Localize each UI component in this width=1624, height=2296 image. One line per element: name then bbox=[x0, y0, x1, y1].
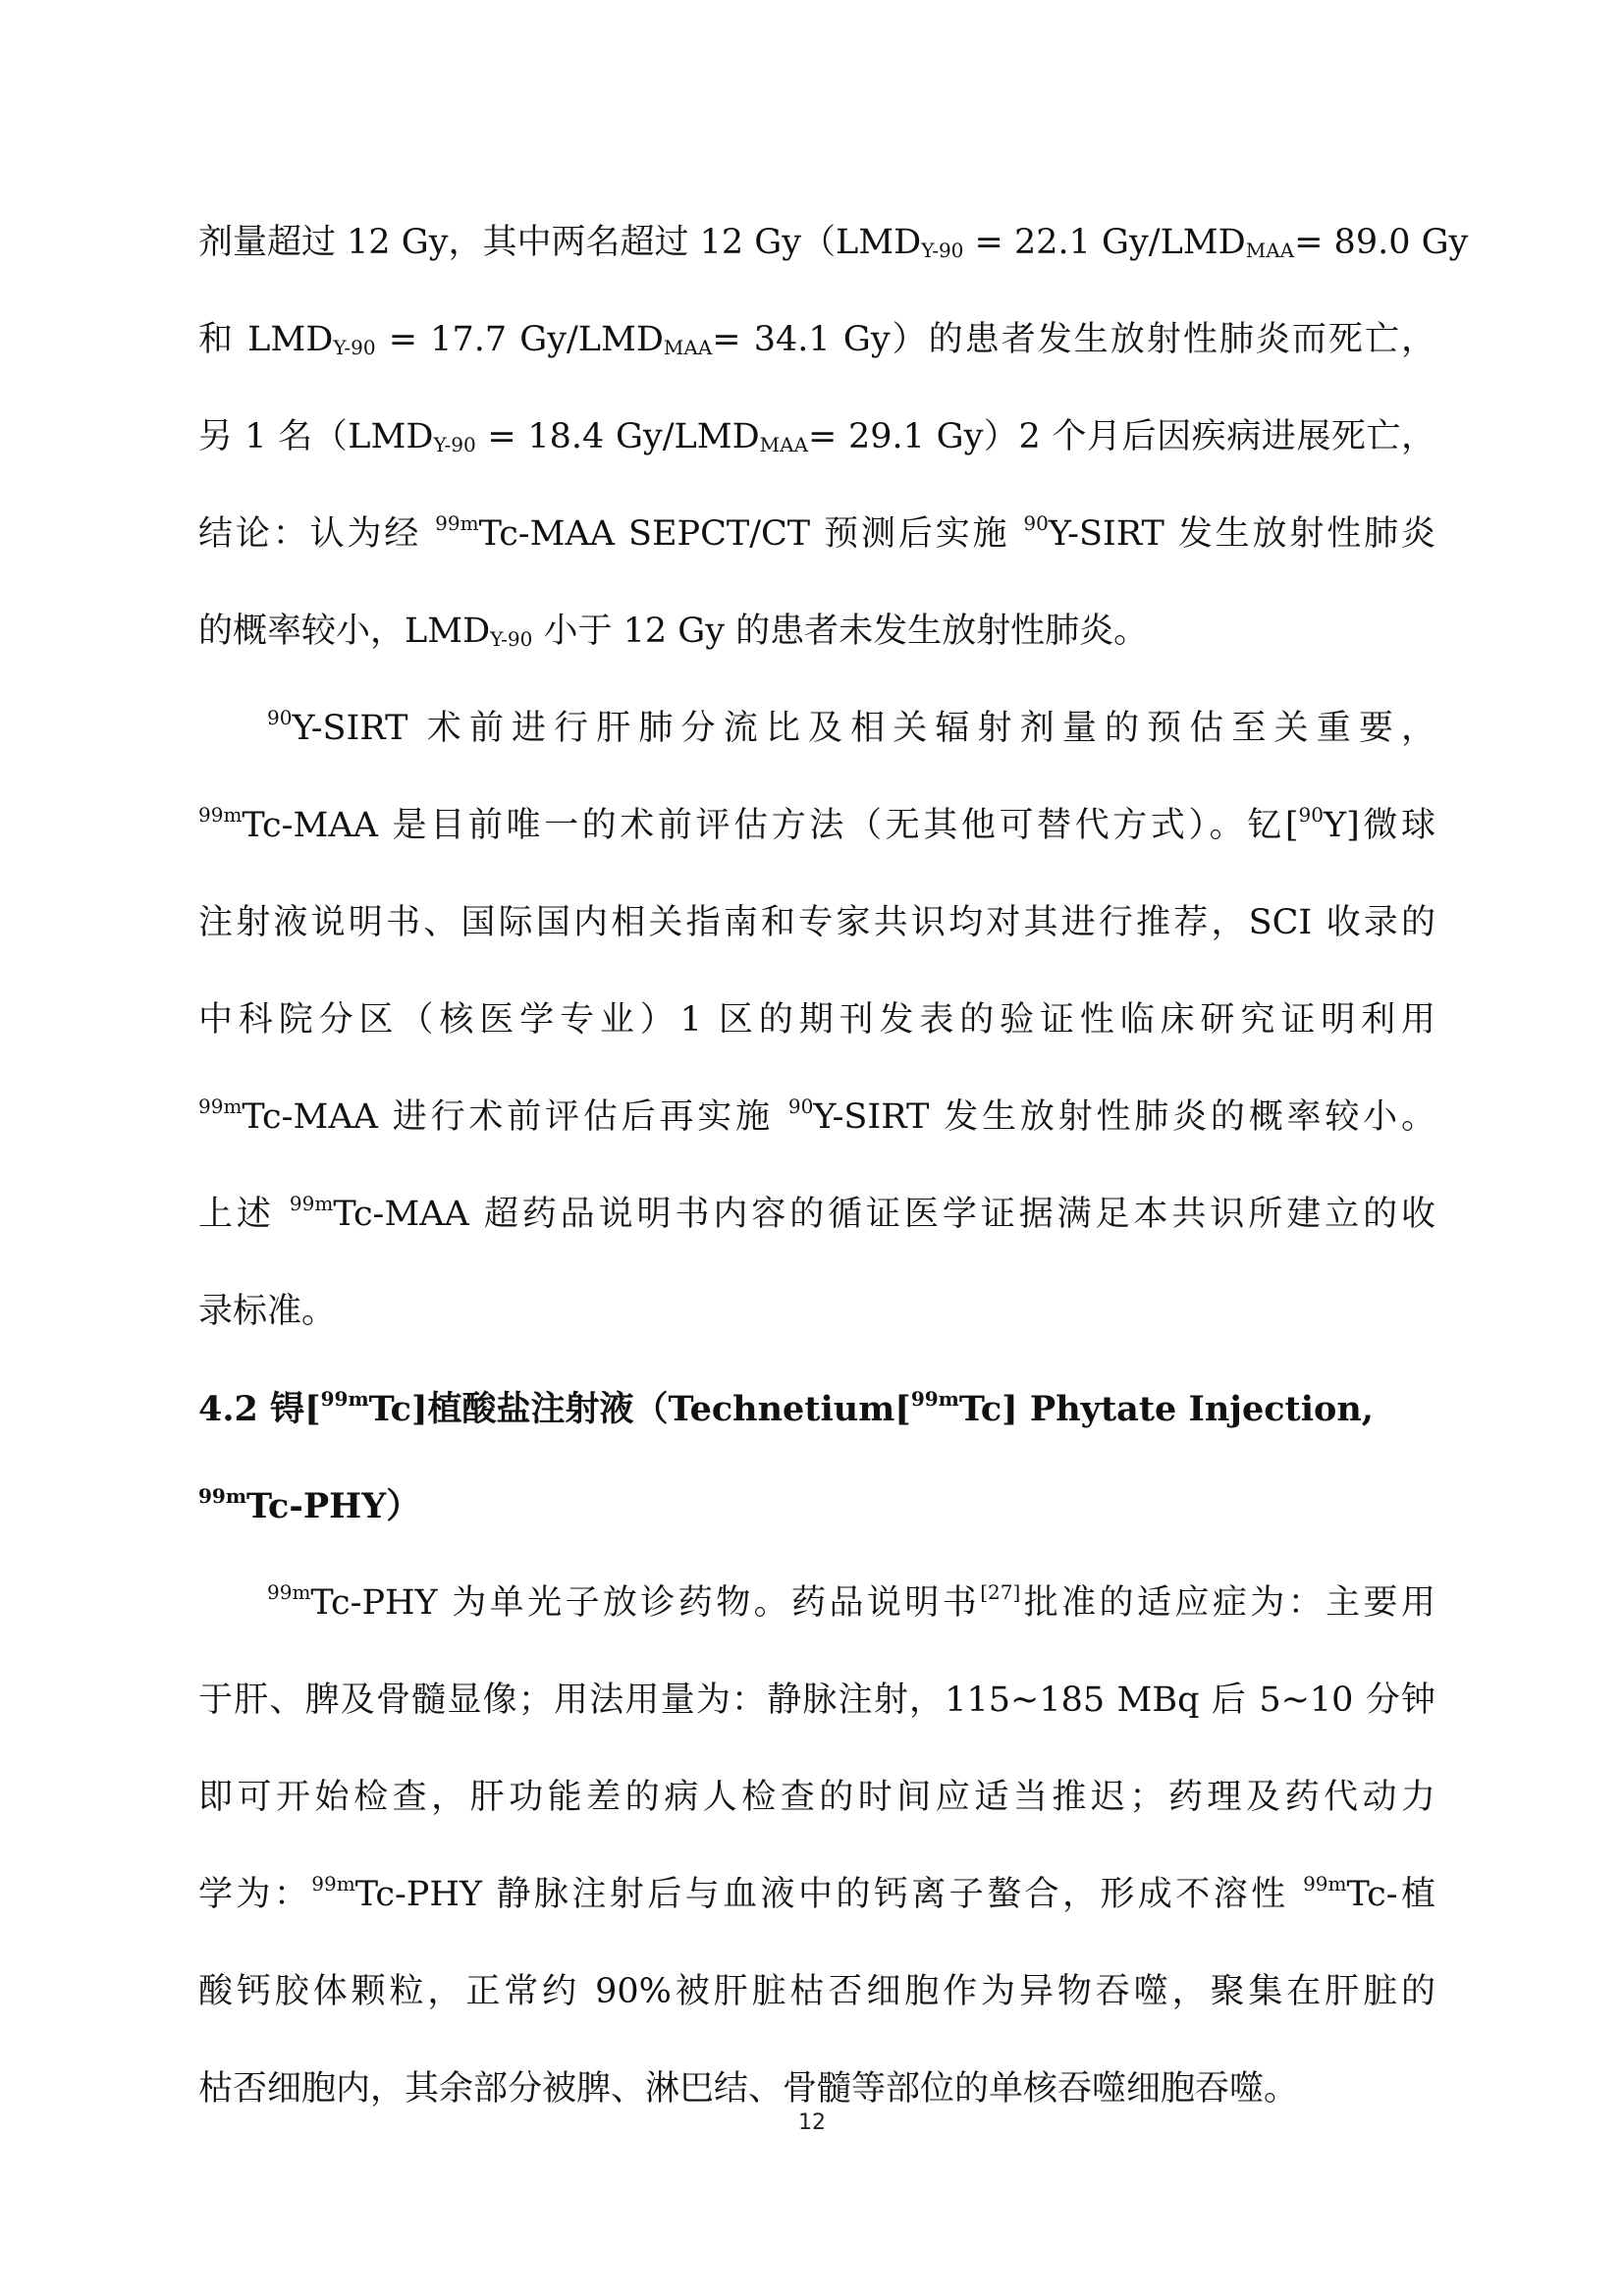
text-run: 录标准。 bbox=[198, 1292, 337, 1331]
superscript: 99m bbox=[910, 1387, 959, 1411]
text-line bbox=[198, 486, 1435, 583]
text-run: Tc-MAA 超药品说明书内容的循证医学证据满足本共识所建立的收 bbox=[333, 1195, 1435, 1234]
text-run: Tc-PHY） bbox=[246, 1486, 421, 1526]
text-run: 小于 12 Gy 的患者未发生放射性肺炎。 bbox=[532, 612, 1149, 651]
text-line bbox=[198, 1263, 1435, 1361]
text-line bbox=[198, 1749, 1435, 1846]
text-run: Tc]植酸盐注射液（Technetium[ bbox=[368, 1389, 911, 1429]
subscript: Y-90 bbox=[921, 239, 964, 262]
text-run: Tc-MAA 进行术前评估后再实施 bbox=[242, 1097, 788, 1137]
text-run: 上述 bbox=[198, 1195, 290, 1234]
text-run: = 34.1 Gy）的患者发生放射性肺炎而死亡， bbox=[712, 320, 1435, 359]
subscript: MAA bbox=[663, 336, 713, 359]
page-number: 12 bbox=[798, 2110, 826, 2135]
text-run: = 29.1 Gy）2 个月后因疾病进展死亡， bbox=[808, 417, 1435, 456]
superscript: 99m bbox=[435, 511, 479, 535]
superscript: 90 bbox=[1298, 803, 1324, 827]
text-line bbox=[198, 1652, 1435, 1749]
text-run: Tc-MAA 是目前唯一的术前评估方法（无其他可替代方式）。钇[ bbox=[242, 806, 1299, 845]
text-run: Tc] Phytate Injection, bbox=[958, 1389, 1374, 1429]
section-heading bbox=[198, 1361, 1435, 1458]
text-run: 结论：认为经 bbox=[198, 514, 436, 554]
text-run: = 89.0 Gy bbox=[1294, 223, 1469, 262]
text-run: 枯否细胞内，其余部分被脾、淋巴结、骨髓等部位的单核吞噬细胞吞噬。 bbox=[198, 2069, 1299, 2109]
superscript: 90 bbox=[787, 1095, 814, 1118]
text-run: Y-SIRT 术前进行肝肺分流比及相关辐射剂量的预估至关重要， bbox=[292, 709, 1435, 748]
text-run: 的概率较小，LMD bbox=[198, 612, 491, 651]
section-heading bbox=[198, 1458, 1435, 1555]
text-run: Tc-PHY 为单光子放诊药物。药品说明书 bbox=[310, 1583, 981, 1623]
text-run: 即可开始检查，肝功能差的病人检查的时间应适当推迟；药理及药代动力 bbox=[198, 1778, 1435, 1817]
text-run: Tc-MAA SEPCT/CT 预测后实施 bbox=[478, 514, 1024, 554]
text-run: 4.2 锝[ bbox=[198, 1389, 321, 1429]
superscript: [27] bbox=[980, 1580, 1021, 1604]
text-run: = 18.4 Gy/LMD bbox=[475, 417, 760, 456]
text-line bbox=[198, 1166, 1435, 1263]
superscript: 99m bbox=[198, 803, 243, 827]
superscript: 99m bbox=[311, 1872, 355, 1896]
subscript: MAA bbox=[1245, 239, 1295, 262]
text-line bbox=[198, 389, 1435, 486]
text-run: 另 1 名（LMD bbox=[198, 417, 434, 456]
text-run: 批准的适应症为：主要用 bbox=[1020, 1583, 1435, 1623]
text-line bbox=[198, 1944, 1435, 2041]
text-run: 注射液说明书、国际国内相关指南和专家共识均对其进行推荐，SCI 收录的 bbox=[198, 903, 1435, 942]
text-line bbox=[198, 680, 1435, 777]
text-run: Y]微球 bbox=[1324, 806, 1435, 845]
text-run: Y-SIRT 发生放射性肺炎的概率较小。 bbox=[813, 1097, 1435, 1137]
superscript: 99m bbox=[1303, 1872, 1347, 1896]
document-body bbox=[198, 194, 1469, 2138]
text-run: 于肝、脾及骨髓显像；用法用量为：静脉注射，115~185 MBq 后 5~10 分钟 bbox=[198, 1681, 1435, 1720]
superscript: 99m bbox=[198, 1095, 243, 1118]
text-line bbox=[198, 194, 1469, 292]
text-line bbox=[198, 583, 1435, 680]
text-line bbox=[198, 1846, 1435, 1944]
text-line bbox=[198, 777, 1435, 875]
text-run: = 22.1 Gy/LMD bbox=[963, 223, 1246, 262]
superscript: 90 bbox=[1023, 511, 1049, 535]
superscript: 99m bbox=[267, 1580, 311, 1604]
subscript: Y-90 bbox=[433, 433, 476, 456]
text-run: Tc-植 bbox=[1346, 1875, 1435, 1914]
superscript: 99m bbox=[289, 1192, 334, 1215]
text-run: 学为： bbox=[198, 1875, 312, 1914]
text-run: Tc-PHY 静脉注射后与血液中的钙离子螯合，形成不溶性 bbox=[354, 1875, 1304, 1914]
text-line bbox=[198, 292, 1435, 389]
text-run: = 17.7 Gy/LMD bbox=[375, 320, 664, 359]
subscript: Y-90 bbox=[333, 336, 376, 359]
text-run: 酸钙胶体颗粒，正常约 90%被肝脏枯否细胞作为异物吞噬，聚集在肝脏的 bbox=[198, 1972, 1435, 2011]
superscript: 90 bbox=[267, 706, 293, 729]
superscript: 99m bbox=[320, 1387, 369, 1411]
text-run: 中科院分区（核医学专业）1 区的期刊发表的验证性临床研究证明利用 bbox=[198, 1000, 1435, 1040]
text-run: 剂量超过 12 Gy，其中两名超过 12 Gy（LMD bbox=[198, 223, 922, 262]
text-line bbox=[198, 972, 1435, 1069]
subscript: MAA bbox=[759, 433, 809, 456]
text-line bbox=[198, 1069, 1435, 1166]
text-run: Y-SIRT 发生放射性肺炎 bbox=[1048, 514, 1435, 554]
text-run: 和 LMD bbox=[198, 320, 334, 359]
text-line bbox=[198, 1555, 1435, 1652]
text-line bbox=[198, 875, 1435, 972]
subscript: Y-90 bbox=[490, 627, 533, 651]
superscript: 99m bbox=[198, 1484, 246, 1508]
